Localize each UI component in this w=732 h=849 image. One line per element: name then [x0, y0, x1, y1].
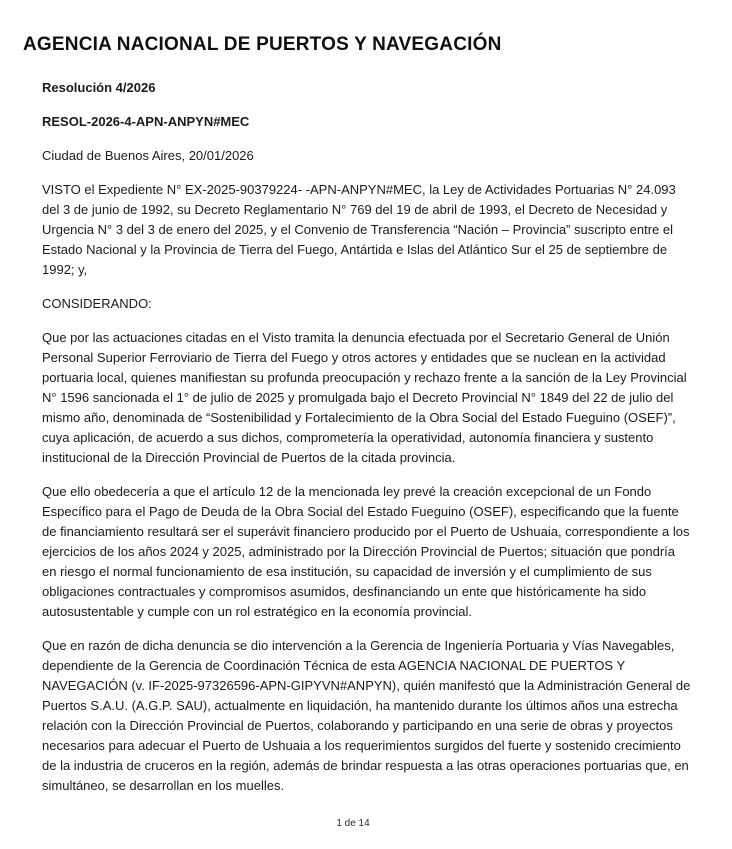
- document-content: [42, 78, 692, 796]
- place-and-date: Ciudad de Buenos Aires, 20/01/2026: [42, 148, 254, 163]
- resolution-number: Resolución 4/2026: [42, 80, 156, 95]
- resolution-id: RESOL-2026-4-APN-ANPYN#MEC: [42, 114, 250, 129]
- considerando-paragraph-3: Que en razón de dicha denuncia se dio intervención a la Gerencia de Ingeniería Portuaria y Vías Navegables, dependiente de la Gerencia de Coordinación Técnica de esta AGENCIA NACIONAL DE PUERTOS Y NAVEGACIÓN (v. IF-2025-97326596-APN-GIPYVN#ANPYN), quién manifestó que la Administración General de Puertos S.A.U. (A.G.P. SAU), actualmente en liquidación, ha mantenido durante los últimos años una estrecha relación con la Dirección Provincial de Puertos, colaborando y participando en una serie de obras y proyectos necesarios para adecuar el Puerto de Ushuaia a los requerimientos surgidos del fuerte y sostenido crecimiento de la industria de cruceros en la región, además de brindar respuesta a las otras operaciones portuarias que, en simultáneo, se desarrollan en los muelles.: [42, 638, 691, 793]
- agency-title: AGENCIA NACIONAL DE PUERTOS Y NAVEGACIÓN: [23, 34, 502, 55]
- visto-paragraph: VISTO el Expediente N° EX-2025-90379224- -APN-ANPYN#MEC, la Ley de Actividades Portuarias N° 24.093 del 3 de junio de 1992, su Decreto Reglamentario N° 769 del 19 de abril de 1993, el Decreto de Necesidad y Urgencia N° 3 del 3 de enero del 2025, y el Convenio de Transferencia “Nación – Provincia” suscripto entre el Estado Nacional y la Provincia de Tierra del Fuego, Antártida e Islas del Atlántico Sur el 25 de septiembre de 1992; y,: [42, 182, 676, 277]
- considerando-paragraph-1: Que por las actuaciones citadas en el Visto tramita la denuncia efectuada por el Secretario General de Unión Personal Superior Ferroviario de Tierra del Fuego y otros actores y entidades que se nuclean en la actividad portuaria local, quienes manifiestan su profunda preocupación y rechazo frente a la sanción de la Ley Provincial N° 1596 sancionada el 1° de julio de 2025 y promulgada bajo el Decreto Provincial N° 1849 del 22 de julio del mismo año, denominada de “Sostenibilidad y Fortalecimiento de la Obra Social del Estado Fueguino (OSEF)”, cuya aplicación, de acuerdo a sus dichos, comprometería la operatividad, autonomía financiera y sustento institucional de la Dirección Provincial de Puertos de la citada provincia.: [42, 330, 687, 465]
- page-number: 1 de 14: [336, 818, 370, 829]
- considerando-paragraph-2: Que ello obedecería a que el artículo 12 de la mencionada ley prevé la creación excepcional de un Fondo Específico para el Pago de Deuda de la Obra Social del Estado Fueguino (OSEF), especificando que la fuente de financiamiento resultará ser el superávit financiero producido por el Puerto de Ushuaia, correspondiente a los ejercicios de los años 2024 y 2025, administrado por la Dirección Provincial de Puertos; situación que pondría en riesgo el normal funcionamiento de esa institución, su capacidad de inversión y el cumplimiento de sus obligaciones contractuales y compromisos asumidos, desfinanciando un ente que históricamente ha sido autosustentable y cumple con un rol estratégico en la economía provincial.: [42, 484, 690, 619]
- considerando-label: CONSIDERANDO:: [42, 296, 152, 311]
